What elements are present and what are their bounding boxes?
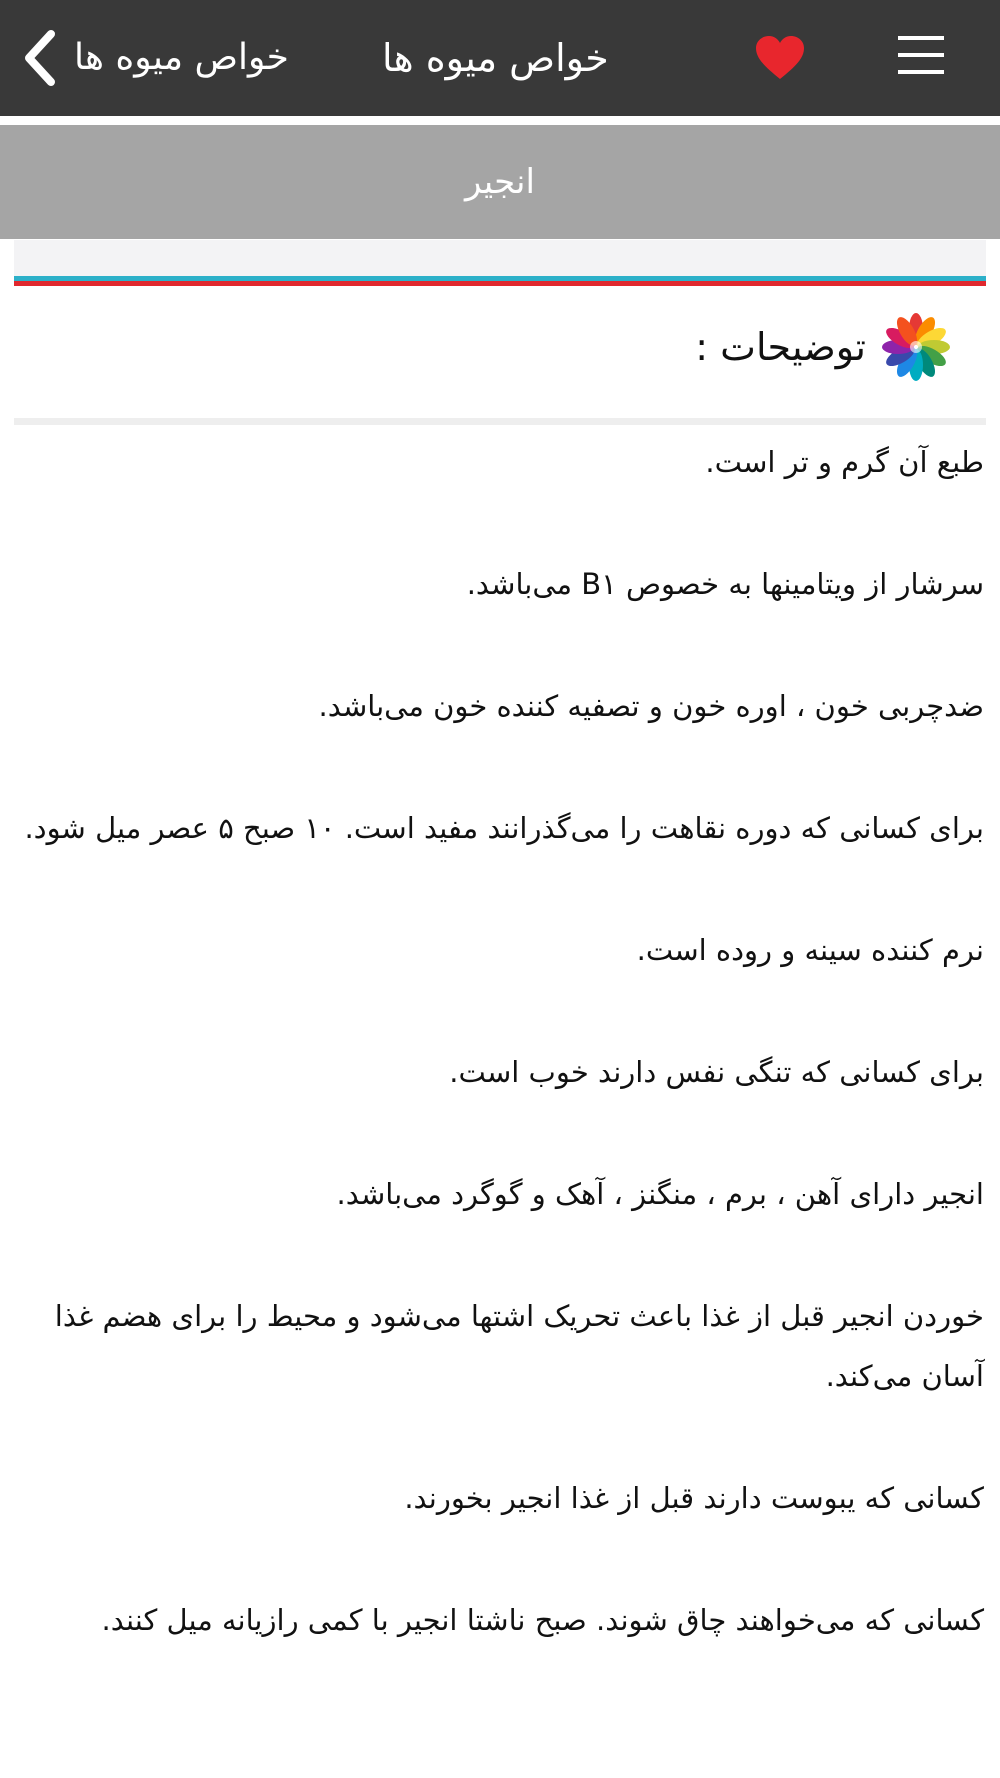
description-text [18,432,984,1712]
paragraph: خوردن انجیر قبل از غذا باعث تحریک اشتها می‌شود و محیط را برای هضم غذا آسان می‌کند. [54,1299,984,1393]
decorative-stripe-red [14,281,986,286]
paragraph: برای کسانی که دوره نقاهت را می‌گذرانند مفید است. ۱۰ صبح ۵ عصر میل شود. [24,811,984,845]
paragraph: برای کسانی که تنگی نفس دارند خوب است. [449,1055,984,1089]
app-bar [0,0,1000,116]
hamburger-menu-icon-line [898,53,944,57]
decorative-stripe [14,240,986,276]
back-label[interactable]: خواص میوه ها [74,37,289,78]
paragraph: طبع آن گرم و تر است. [705,445,984,479]
hamburger-menu-icon-line [898,36,944,40]
menu-button[interactable] [898,34,948,78]
paragraph: کسانی که می‌خواهند چاق شوند. صبح ناشتا انجیر با کمی رازیانه میل کنند. [101,1603,984,1637]
section-title: توضیحات : [695,325,866,369]
app-title: خواص میوه ها [382,36,609,80]
paragraph: نرم کننده سینه و روده است. [636,933,984,967]
paragraph: ضدچربی خون ، اوره خون و تصفیه کننده خون می‌باشد. [318,689,984,723]
chevron-left-icon [23,30,57,86]
paragraph: کسانی که یبوست دارند قبل از غذا انجیر بخورند. [404,1481,984,1515]
paragraph: انجیر دارای آهن ، برم ، منگنز ، آهک و گوگرد می‌باشد. [336,1177,984,1211]
favorite-button[interactable] [752,30,808,86]
paragraph: سرشار از ویتامینها به خصوص B۱ می‌باشد. [466,567,984,601]
divider [14,418,986,425]
fruit-title-bar: انجیر [0,125,1000,239]
hamburger-menu-icon-line [898,70,944,74]
heart-icon [754,35,806,81]
section-header [695,306,952,388]
back-button[interactable] [18,28,62,88]
lotus-flower-icon [880,311,952,383]
